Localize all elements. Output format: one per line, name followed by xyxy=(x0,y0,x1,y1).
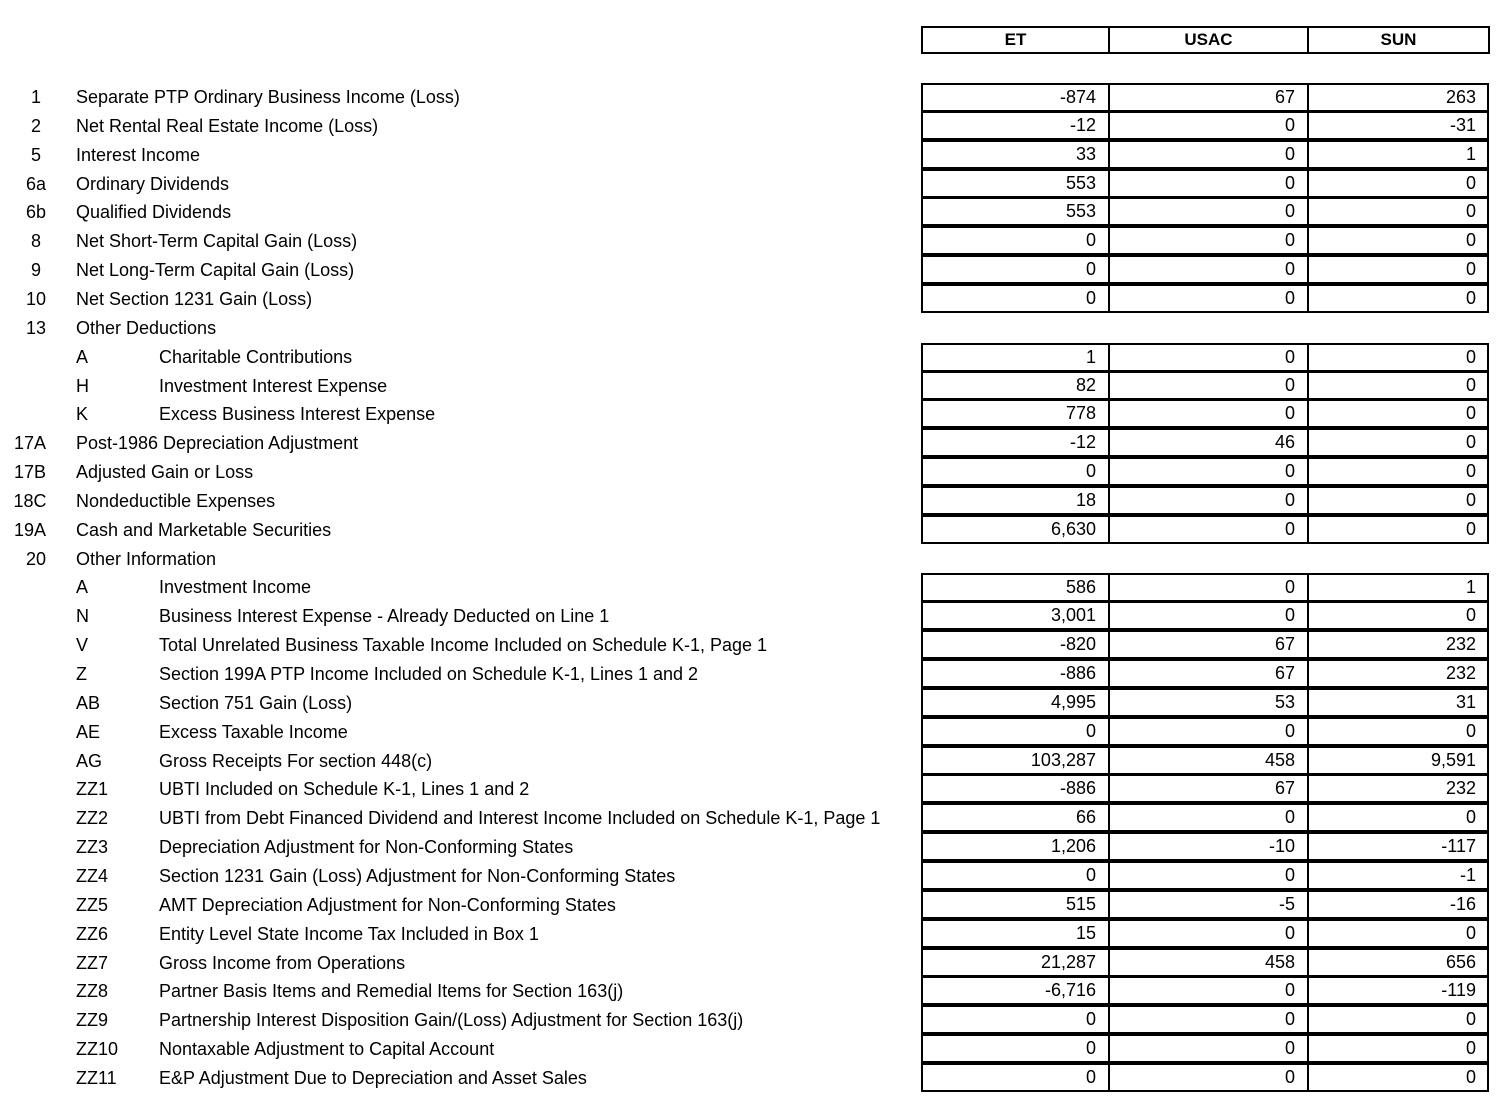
value-cell-usac: 0 xyxy=(1109,198,1308,225)
line-code: N xyxy=(76,606,89,626)
line-item-row xyxy=(0,516,1507,545)
value-cell-et: -886 xyxy=(922,775,1109,802)
value-cell-usac: 0 xyxy=(1109,1035,1308,1062)
line-code: A xyxy=(76,577,89,597)
line-code: ZZ8 xyxy=(76,981,109,1001)
value-cells xyxy=(921,255,1489,284)
line-description: Section 751 Gain (Loss) xyxy=(159,693,353,713)
value-cell-et: 553 xyxy=(922,170,1109,197)
value-cell-et: 4,995 xyxy=(922,689,1109,716)
line-description: Interest Income xyxy=(76,145,201,165)
box-number: 2 xyxy=(30,116,41,136)
value-cell-usac: 0 xyxy=(1109,920,1308,947)
box-number: 20 xyxy=(25,549,47,569)
value-cell-sun: 0 xyxy=(1308,458,1488,485)
value-cell-sun: 0 xyxy=(1308,344,1488,371)
value-cells xyxy=(921,284,1489,313)
line-code: ZZ6 xyxy=(76,924,109,944)
line-item-row xyxy=(0,112,1507,141)
line-description: Ordinary Dividends xyxy=(76,174,230,194)
line-description: Investment Interest Expense xyxy=(159,376,388,396)
line-code: H xyxy=(76,376,89,396)
line-description: Charitable Contributions xyxy=(159,347,353,367)
line-item-row xyxy=(0,747,1507,776)
value-cell-usac: 67 xyxy=(1109,660,1308,687)
value-cell-sun: 232 xyxy=(1308,631,1488,658)
line-item-row xyxy=(0,198,1507,227)
value-cell-usac: 67 xyxy=(1109,84,1308,111)
line-description: Separate PTP Ordinary Business Income (Loss) xyxy=(76,87,460,107)
value-cells xyxy=(921,399,1489,428)
value-cell-sun: 0 xyxy=(1308,602,1488,629)
value-cell-et: 3,001 xyxy=(922,602,1109,629)
line-description: Partnership Interest Disposition Gain/(Loss) Adjustment for Section 163(j) xyxy=(159,1010,744,1030)
value-cell-sun: 0 xyxy=(1308,718,1488,745)
value-cells xyxy=(921,1063,1489,1092)
line-item-row xyxy=(0,833,1507,862)
line-description: E&P Adjustment Due to Depreciation and Asset Sales xyxy=(159,1068,587,1088)
value-cell-sun: -117 xyxy=(1308,833,1488,860)
value-cells xyxy=(921,746,1489,775)
value-cells xyxy=(921,371,1489,400)
line-item-row xyxy=(0,141,1507,170)
value-cell-usac: 458 xyxy=(1109,747,1308,774)
box-number: 13 xyxy=(25,318,47,338)
value-cell-et: 33 xyxy=(922,141,1109,168)
line-description: Section 1231 Gain (Loss) Adjustment for Non-Conforming States xyxy=(159,866,676,886)
value-cell-usac: 0 xyxy=(1109,1064,1308,1091)
value-cell-et: 18 xyxy=(922,487,1109,514)
line-item-row xyxy=(0,949,1507,978)
value-cells xyxy=(921,948,1489,977)
value-cell-usac: 0 xyxy=(1109,372,1308,399)
value-cell-usac: 53 xyxy=(1109,689,1308,716)
line-description: Net Rental Real Estate Income (Loss) xyxy=(76,116,379,136)
value-cells xyxy=(921,601,1489,630)
value-cell-sun: 0 xyxy=(1308,372,1488,399)
box-number: 10 xyxy=(25,289,47,309)
value-cell-usac: 67 xyxy=(1109,775,1308,802)
line-description: Net Section 1231 Gain (Loss) xyxy=(76,289,313,309)
value-cell-et: 778 xyxy=(922,400,1109,427)
value-cells xyxy=(921,890,1489,919)
line-description: Depreciation Adjustment for Non-Conforming States xyxy=(159,837,574,857)
line-code: K xyxy=(76,404,89,424)
line-description: Entity Level State Income Tax Included in Box 1 xyxy=(159,924,539,944)
value-cell-usac: 458 xyxy=(1109,949,1308,976)
line-code: A xyxy=(76,347,89,367)
line-item-row xyxy=(0,718,1507,747)
line-description: Net Long-Term Capital Gain (Loss) xyxy=(76,260,355,280)
value-cell-sun: 0 xyxy=(1308,487,1488,514)
value-cell-usac: 0 xyxy=(1109,256,1308,283)
value-cells xyxy=(921,140,1489,169)
value-cell-et: 15 xyxy=(922,920,1109,947)
value-cell-et: 21,287 xyxy=(922,949,1109,976)
line-item-row xyxy=(0,660,1507,689)
value-cell-sun: 0 xyxy=(1308,920,1488,947)
line-item-row xyxy=(0,314,1507,343)
value-cell-sun: -119 xyxy=(1308,977,1488,1004)
value-cell-sun: 0 xyxy=(1308,285,1488,312)
value-cell-et: 1,206 xyxy=(922,833,1109,860)
value-cell-usac: 0 xyxy=(1109,977,1308,1004)
value-cells xyxy=(921,803,1489,832)
value-cell-sun: 0 xyxy=(1308,227,1488,254)
value-cell-sun: 1 xyxy=(1308,141,1488,168)
line-item-row xyxy=(0,1006,1507,1035)
line-code: Z xyxy=(76,664,87,684)
line-description: Nontaxable Adjustment to Capital Account xyxy=(159,1039,495,1059)
value-cell-et: 1 xyxy=(922,344,1109,371)
line-item-row xyxy=(0,400,1507,429)
line-item-row xyxy=(0,545,1507,574)
value-cells xyxy=(921,1034,1489,1063)
line-description: Cash and Marketable Securities xyxy=(76,520,332,540)
value-cell-et: -6,716 xyxy=(922,977,1109,1004)
line-item-row xyxy=(0,372,1507,401)
column-header-sun: SUN xyxy=(1308,27,1489,53)
line-description: Nondeductible Expenses xyxy=(76,491,276,511)
line-code: ZZ10 xyxy=(76,1039,119,1059)
value-cell-usac: 0 xyxy=(1109,487,1308,514)
value-cell-usac: 0 xyxy=(1109,285,1308,312)
value-cells xyxy=(921,573,1489,602)
value-cell-usac: 0 xyxy=(1109,112,1308,139)
box-number: 6a xyxy=(25,174,47,194)
value-cells xyxy=(921,457,1489,486)
value-cell-sun: 0 xyxy=(1308,804,1488,831)
line-item-row xyxy=(0,573,1507,602)
value-cell-et: -820 xyxy=(922,631,1109,658)
box-number: 5 xyxy=(30,145,41,165)
value-cells xyxy=(921,515,1489,544)
line-description: Qualified Dividends xyxy=(76,202,232,222)
value-cells xyxy=(921,428,1489,457)
line-description: Total Unrelated Business Taxable Income Included on Schedule K-1, Page 1 xyxy=(159,635,768,655)
column-header-et: ET xyxy=(922,27,1109,53)
value-cell-et: 586 xyxy=(922,574,1109,601)
line-item-row xyxy=(0,1064,1507,1093)
line-description: Post-1986 Depreciation Adjustment xyxy=(76,433,359,453)
box-number: 17B xyxy=(13,462,47,482)
value-cell-et: 66 xyxy=(922,804,1109,831)
value-cell-et: -886 xyxy=(922,660,1109,687)
line-code: ZZ3 xyxy=(76,837,109,857)
line-code: ZZ11 xyxy=(76,1068,117,1088)
value-cells xyxy=(921,169,1489,198)
value-cell-sun: 0 xyxy=(1308,516,1488,543)
value-cell-et: 0 xyxy=(922,862,1109,889)
line-description: Excess Taxable Income xyxy=(159,722,348,742)
column-header-usac: USAC xyxy=(1109,27,1308,53)
value-cell-et: 6,630 xyxy=(922,516,1109,543)
value-cell-usac: 0 xyxy=(1109,400,1308,427)
value-cell-usac: -10 xyxy=(1109,833,1308,860)
value-cell-sun: 0 xyxy=(1308,1006,1488,1033)
line-item-row xyxy=(0,689,1507,718)
value-cells xyxy=(921,1005,1489,1034)
value-cell-sun: 232 xyxy=(1308,660,1488,687)
value-cells xyxy=(921,630,1489,659)
value-cell-sun: 1 xyxy=(1308,574,1488,601)
line-item-row xyxy=(0,227,1507,256)
box-number: 6b xyxy=(25,202,47,222)
value-cell-sun: 232 xyxy=(1308,775,1488,802)
value-cell-et: 0 xyxy=(922,1064,1109,1091)
value-cells xyxy=(921,976,1489,1005)
line-code: AE xyxy=(76,722,101,742)
value-cell-et: 0 xyxy=(922,285,1109,312)
box-number: 8 xyxy=(30,231,41,251)
value-cell-et: 515 xyxy=(922,891,1109,918)
value-cell-usac: 0 xyxy=(1109,170,1308,197)
value-cell-usac: 0 xyxy=(1109,1006,1308,1033)
line-description: AMT Depreciation Adjustment for Non-Conforming States xyxy=(159,895,616,915)
value-cell-usac: 0 xyxy=(1109,458,1308,485)
value-cell-sun: 0 xyxy=(1308,1064,1488,1091)
value-cells xyxy=(921,832,1489,861)
line-item-row xyxy=(0,891,1507,920)
line-code: AB xyxy=(76,693,101,713)
value-cell-et: 0 xyxy=(922,1035,1109,1062)
line-description: Partner Basis Items and Remedial Items for Section 163(j) xyxy=(159,981,624,1001)
value-cell-sun: -31 xyxy=(1308,112,1488,139)
box-number: 9 xyxy=(30,260,41,280)
line-item-row xyxy=(0,343,1507,372)
line-item-row xyxy=(0,804,1507,833)
line-code: ZZ1 xyxy=(76,779,109,799)
line-code: ZZ7 xyxy=(76,953,109,973)
line-description: UBTI Included on Schedule K-1, Lines 1 and 2 xyxy=(159,779,530,799)
line-item-row xyxy=(0,458,1507,487)
line-description: Section 199A PTP Income Included on Schedule K-1, Lines 1 and 2 xyxy=(159,664,699,684)
section-heading: Other Information xyxy=(76,549,217,569)
line-item-row xyxy=(0,487,1507,516)
value-cell-usac: 0 xyxy=(1109,227,1308,254)
line-item-row xyxy=(0,977,1507,1006)
value-cells xyxy=(921,226,1489,255)
value-cell-et: 103,287 xyxy=(922,747,1109,774)
line-item-row xyxy=(0,1035,1507,1064)
box-number: 17A xyxy=(13,433,47,453)
line-item-row xyxy=(0,862,1507,891)
value-cell-et: 553 xyxy=(922,198,1109,225)
value-cell-sun: -1 xyxy=(1308,862,1488,889)
box-number: 18C xyxy=(13,491,47,511)
value-cells xyxy=(921,83,1489,112)
value-cells xyxy=(921,717,1489,746)
line-code: AG xyxy=(76,751,103,771)
value-cell-usac: 0 xyxy=(1109,602,1308,629)
line-description: Investment Income xyxy=(159,577,312,597)
line-item-row xyxy=(0,775,1507,804)
value-cells xyxy=(921,197,1489,226)
value-cells xyxy=(921,111,1489,140)
value-cell-usac: 67 xyxy=(1109,631,1308,658)
value-cell-usac: 0 xyxy=(1109,141,1308,168)
value-cells xyxy=(921,659,1489,688)
line-item-row xyxy=(0,83,1507,112)
line-code: ZZ9 xyxy=(76,1010,109,1030)
value-cell-et: 0 xyxy=(922,227,1109,254)
line-description: Gross Income from Operations xyxy=(159,953,406,973)
line-description: Net Short-Term Capital Gain (Loss) xyxy=(76,231,358,251)
value-cells xyxy=(921,343,1489,372)
line-code: ZZ5 xyxy=(76,895,109,915)
value-cell-usac: 0 xyxy=(1109,516,1308,543)
value-cell-sun: -16 xyxy=(1308,891,1488,918)
value-cell-et: -874 xyxy=(922,84,1109,111)
value-cell-usac: 0 xyxy=(1109,574,1308,601)
value-cell-usac: -5 xyxy=(1109,891,1308,918)
value-cell-usac: 0 xyxy=(1109,344,1308,371)
value-cell-sun: 0 xyxy=(1308,400,1488,427)
value-cell-sun: 0 xyxy=(1308,256,1488,283)
value-cell-et: 0 xyxy=(922,1006,1109,1033)
line-item-row xyxy=(0,602,1507,631)
box-number: 1 xyxy=(30,87,41,107)
value-cell-et: 0 xyxy=(922,256,1109,283)
value-cell-et: 82 xyxy=(922,372,1109,399)
column-header-row xyxy=(922,27,1489,53)
line-description: Gross Receipts For section 448(c) xyxy=(159,751,433,771)
value-cell-usac: 46 xyxy=(1109,429,1308,456)
value-cell-sun: 656 xyxy=(1308,949,1488,976)
line-description: Adjusted Gain or Loss xyxy=(76,462,254,482)
line-item-row xyxy=(0,256,1507,285)
line-code: ZZ2 xyxy=(76,808,109,828)
value-cell-et: 0 xyxy=(922,718,1109,745)
value-cell-sun: 9,591 xyxy=(1308,747,1488,774)
value-cell-sun: 31 xyxy=(1308,689,1488,716)
line-code: V xyxy=(76,635,89,655)
value-cells xyxy=(921,861,1489,890)
value-cell-usac: 0 xyxy=(1109,804,1308,831)
value-cells xyxy=(921,774,1489,803)
value-cell-usac: 0 xyxy=(1109,862,1308,889)
value-cell-sun: 263 xyxy=(1308,84,1488,111)
value-cell-sun: 0 xyxy=(1308,170,1488,197)
line-description: UBTI from Debt Financed Dividend and Interest Income Included on Schedule K-1, Page 1 xyxy=(159,808,881,828)
section-heading: Other Deductions xyxy=(76,318,217,338)
value-cell-et: 0 xyxy=(922,458,1109,485)
line-item-row xyxy=(0,170,1507,199)
line-description: Business Interest Expense - Already Deducted on Line 1 xyxy=(159,606,610,626)
line-code: ZZ4 xyxy=(76,866,109,886)
value-cells xyxy=(921,919,1489,948)
value-cell-et: -12 xyxy=(922,429,1109,456)
line-item-row xyxy=(0,920,1507,949)
value-cells xyxy=(921,486,1489,515)
value-cell-sun: 0 xyxy=(1308,1035,1488,1062)
column-header-table xyxy=(921,26,1490,54)
line-item-row xyxy=(0,285,1507,314)
value-cells xyxy=(921,688,1489,717)
line-item-row xyxy=(0,631,1507,660)
box-number: 19A xyxy=(13,520,47,540)
line-item-row xyxy=(0,429,1507,458)
value-cell-sun: 0 xyxy=(1308,198,1488,225)
value-cell-sun: 0 xyxy=(1308,429,1488,456)
line-description: Excess Business Interest Expense xyxy=(159,404,436,424)
value-cell-usac: 0 xyxy=(1109,718,1308,745)
value-cell-et: -12 xyxy=(922,112,1109,139)
